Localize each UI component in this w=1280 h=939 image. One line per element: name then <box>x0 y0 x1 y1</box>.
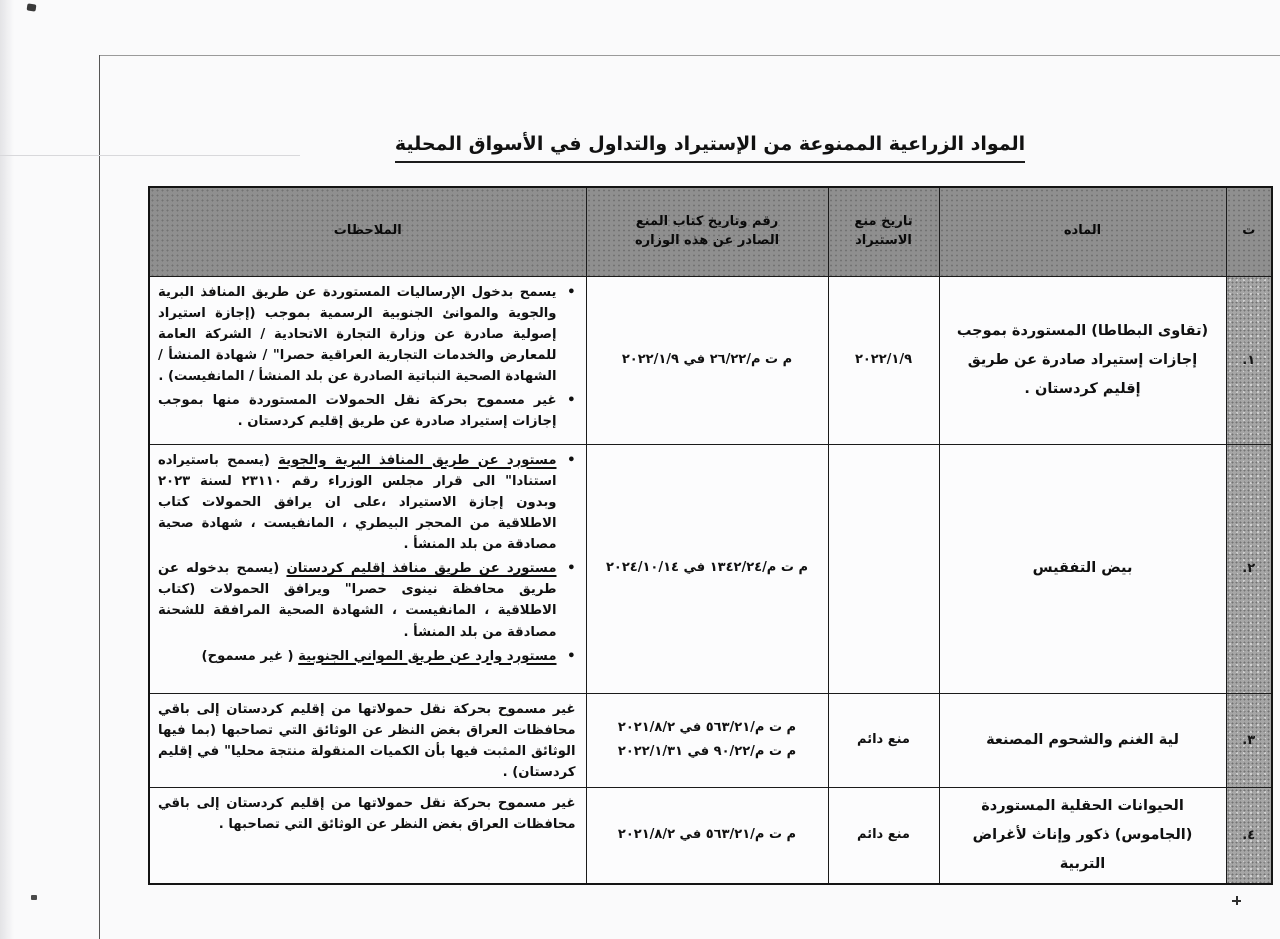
letter-cell <box>586 276 828 444</box>
notes-cell <box>149 276 586 444</box>
note-lead-underlined: مستورد عن طريق المنافذ البرية والجوية <box>278 452 557 468</box>
row-number: ١. <box>1226 276 1272 444</box>
header-row <box>149 187 1272 276</box>
scan-artifact <box>27 3 37 11</box>
material-cell: بيض التفقيس <box>939 444 1226 693</box>
bullet-icon: • <box>567 284 576 300</box>
ban-date-cell: منع دائم <box>828 788 939 885</box>
notes-cell <box>149 693 586 788</box>
letter-line: م ت م/٢٦/٢٢ في ٢٠٢٢/١/٩ <box>621 351 793 367</box>
ban-date-cell: منع دائم <box>828 693 939 788</box>
table-row <box>149 788 1272 885</box>
notes-cell <box>149 788 586 885</box>
note-bullet <box>158 282 576 388</box>
header-letter <box>586 187 828 276</box>
bullet-icon: • <box>567 561 576 577</box>
table-row <box>149 444 1272 693</box>
header-letter-line2: الصادر عن هذه الوزاره <box>634 232 780 248</box>
row-number: ٣. <box>1226 693 1272 788</box>
header-letter-line1: رقم وتاريخ كتاب المنع <box>635 213 779 229</box>
bullet-icon: • <box>567 452 576 468</box>
note-text: غير مسموح بحركة نقل الحمولات المستوردة منها بموجب إجازات إستيراد صادرة عن طريق إقليم كردستان . <box>158 393 557 430</box>
note-bullet <box>158 558 576 643</box>
scan-left-edge-shadow <box>0 0 14 939</box>
material-cell: الحيوانات الحقلية المستوردة (الجاموس) ذكور وإناث لأغراض التربية <box>939 788 1226 885</box>
page-frame-left-line <box>99 55 100 939</box>
note-rest: ( غير مسموح) <box>201 648 299 664</box>
row-number: ٤. <box>1226 788 1272 885</box>
note-text <box>158 450 557 556</box>
note-bullet <box>158 646 576 667</box>
note-text <box>158 558 557 643</box>
header-material: الماده <box>939 187 1226 276</box>
header-ban-date: تاريخ منع الاستيراد <box>828 187 939 276</box>
note-bullet <box>158 450 576 556</box>
letter-line: م ت م/٩٠/٢٢ في ٢٠٢٢/١/٣١ <box>617 744 797 760</box>
document-title <box>150 131 1270 163</box>
ban-date-cell <box>828 444 939 693</box>
material-cell: (تقاوى البطاطا) المستوردة بموجب إجازات إستيراد صادرة عن طريق إقليم كردستان . <box>939 276 1226 444</box>
note-text: غير مسموح بحركة نقل حمولاتها من إقليم كردستان إلى باقي محافظات العراق بغض النظر عن الوثائق التي تصاحبها . <box>158 796 576 833</box>
note-lead-underlined: مستورد وارد عن طريق المواني الجنوبية <box>298 648 557 664</box>
header-notes: الملاحظات <box>149 187 586 276</box>
registration-cross-mark <box>1232 896 1241 905</box>
page-frame-top-line <box>99 55 1280 56</box>
letter-cell <box>586 788 828 885</box>
document-title-text: المواد الزراعية الممنوعة من الإستيراد والتداول في الأسواق المحلية <box>395 131 1025 163</box>
note-rest: (يسمح باستيراده استنادا" الى قرار مجلس الوزراء رقم ٢٣١١٠ لسنة ٢٠٢٣ وبدون إجازة الاستيراد ،على ان يرافق الحمولات كتاب الاطلاقية من المحجر البيطري ، المانفيست ، شهادة صحية مصادقة من بلد المنشأ . <box>158 452 557 552</box>
note-text <box>158 646 557 667</box>
ban-date-cell: ٢٠٢٢/١/٩ <box>828 276 939 444</box>
bullet-icon: • <box>567 393 576 409</box>
bullet-icon: • <box>567 648 576 664</box>
letter-line: م ت م/٥٦٣/٢١ في ٢٠٢١/٨/٢ <box>617 827 797 843</box>
table-row <box>149 693 1272 788</box>
table-row <box>149 276 1272 444</box>
note-text: غير مسموح بحركة نقل حمولاتها من إقليم كردستان إلى باقي محافظات العراق بغض النظر عن الوثائق التي تصاحبها (بما فيها الوثائق المثبت فيها بأن الكميات المنقولة منتجة محليا" في إقليم كردستان) . <box>158 701 576 780</box>
prohibited-materials-table <box>148 186 1273 885</box>
note-rest: (يسمح بدخوله عن طريق محافظة نينوى حصرا" ويرافق الحمولات (كتاب الاطلاقية ، المانفيست ، الشهادة الصحية المرافقة للشحنة مصادقة من بلد المنشأ . <box>158 561 557 640</box>
notes-cell <box>149 444 586 693</box>
note-bullet <box>158 390 576 432</box>
letter-cell <box>586 693 828 788</box>
letter-line: م ت م/١٣٤٢/٢٤ في ٢٠٢٤/١٠/١٤ <box>606 560 808 576</box>
material-cell: لية الغنم والشحوم المصنعة <box>939 693 1226 788</box>
letter-line: م ت م/٥٦٣/٢١ في ٢٠٢١/٨/٢ <box>617 719 797 735</box>
row-number: ٢. <box>1226 444 1272 693</box>
note-text: يسمح بدخول الإرساليات المستوردة عن طريق المنافذ البرية والجوية والموانئ الجنوبية الرسمية بموجب (إجازة استيراد إصولية صادرة عن وزارة التجارة الاتحادية / الشركة العامة للمعارض والخدمات التجارية العراقية حصرا" / شهادة المنشأ / الشهادة الصحية النباتية الصادرة عن بلد المنشأ / المانفيست) . <box>158 284 557 384</box>
scan-artifact <box>31 895 37 900</box>
prohibited-materials-table-wrapper <box>148 186 1273 885</box>
header-num: ت <box>1226 187 1272 276</box>
note-lead-underlined: مستورد عن طريق منافذ إقليم كردستان <box>286 561 557 577</box>
letter-cell <box>586 444 828 693</box>
